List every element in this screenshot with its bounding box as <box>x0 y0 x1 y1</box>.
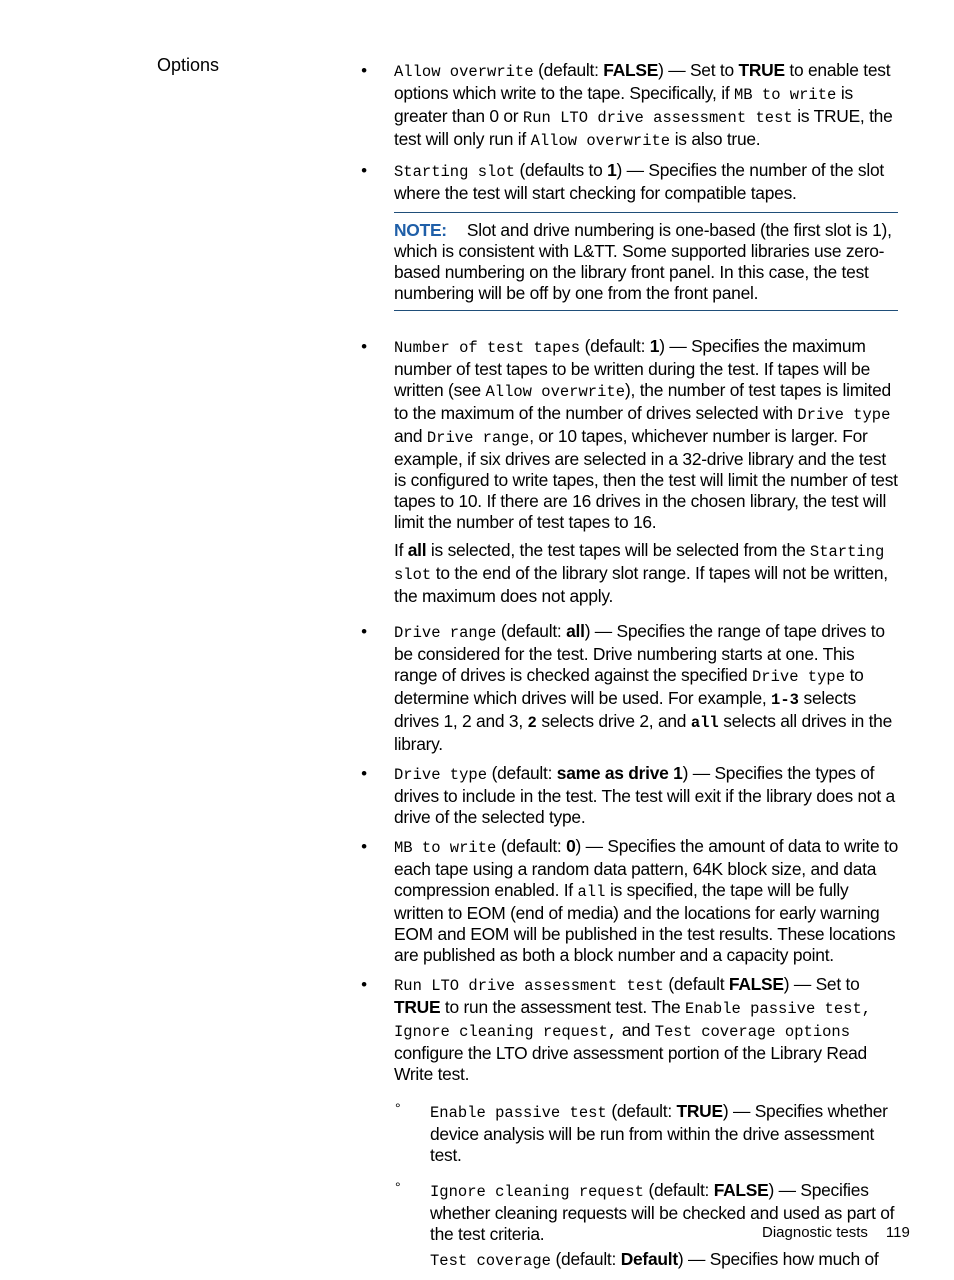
item-paragraph: If all is selected, the test tapes will be selected from the Starting slot to the end of the library slot range. If tapes will not be written, the maximum does not apply. <box>394 540 888 606</box>
section-label: Options <box>157 55 220 75</box>
bullet-icon: • <box>361 622 367 641</box>
item-text: MB to write (default: 0) — Specifies the amount of data to write to each tape using a random data pattern, 64K block size, and data compression enabled. If all is specified, the tape will be fully written to EOM (end of media) and the locations for early warning EOM and EOM will be published in the test results. These locations are published as both a block number and a capacity point. <box>394 836 899 965</box>
bullet-icon: • <box>361 161 367 180</box>
item-text: Starting slot (defaults to 1) — Specifies the number of the slot where the test will start checking for compatible tapes. <box>394 160 884 203</box>
page-number: 119 <box>885 1224 910 1241</box>
list-item <box>358 160 898 204</box>
list-item <box>358 336 898 607</box>
list-item <box>358 621 898 755</box>
item-text: Number of test tapes (default: 1) — Specifies the maximum number of test tapes to be written during the test. If tapes will be written (see Allow overwrite), the number of test tapes is limited to the maximum of the number of drives selected with Drive type and Drive range, or 10 tapes, whichever number is larger. For example, if six drives are selected in a 32-drive library and the test is configured to write tapes, then the test will limit the number of test tapes to 10. If there are 16 drives in the chosen library, the test will limit the number of test tapes to 16. <box>394 336 898 532</box>
bullet-icon: • <box>361 337 367 356</box>
item-text: Run LTO drive assessment test (default FALSE) — Set to TRUE to run the assessment test. The Enable passive test, Ignore cleaning request, and Test coverage options configure the LTO drive assessment portion of the Library Read Write test. <box>394 974 872 1084</box>
list-item <box>358 60 898 152</box>
note-label: NOTE: <box>394 220 447 240</box>
list-item <box>358 836 898 966</box>
item-text: Allow overwrite (default: FALSE) — Set to TRUE to enable test options which write to the tape. Specifically, if MB to write is greater than 0 or Run LTO drive assessment test is TRUE, the test will only run if Allow overwrite is also true. <box>394 60 893 150</box>
footer-section-title: Diagnostic tests <box>762 1224 868 1241</box>
options-list <box>358 60 898 1280</box>
list-item <box>358 763 898 828</box>
bullet-icon: • <box>361 837 367 856</box>
item-text: Drive type (default: same as drive 1) — Specifies the types of drives to include in the test. The test will exit if the library does not a drive of the selected type. <box>394 763 895 827</box>
sub-bullet-icon: ° <box>395 1179 401 1195</box>
sub-item-continuation <box>394 1249 898 1272</box>
sub-bullet-icon: ° <box>395 1100 401 1116</box>
note-text: Slot and drive numbering is one-based (the first slot is 1), which is consistent with L&TT. Some supported libraries use zero-based numbering on the library front panel. In this case, the test numbering will be off by one from the front panel. <box>394 220 892 303</box>
note-box <box>394 212 898 311</box>
sub-item-text: Test coverage (default: Default) — Specifies how much of <box>430 1249 879 1270</box>
sub-list-item <box>394 1101 898 1166</box>
bullet-icon: • <box>361 61 367 80</box>
sub-item-text: Ignore cleaning request (default: FALSE) — Specifies whether cleaning requests will be checked and used as part of the test criteria. <box>430 1180 895 1244</box>
item-text: Drive range (default: all) — Specifies the range of tape drives to be considered for the test. Drive numbering starts at one. This range of drives is checked against the specified Drive type to determine which drives will be used. For example, 1-3 selects drives 1, 2 and 3, 2 selects drive 2, and all selects all drives in the library. <box>394 621 893 754</box>
sub-item-text: Enable passive test (default: TRUE) — Specifies whether device analysis will be run from within the drive assessment test. <box>430 1101 888 1165</box>
bullet-icon: • <box>361 764 367 783</box>
bullet-icon: • <box>361 975 367 994</box>
page-footer <box>762 1224 910 1242</box>
